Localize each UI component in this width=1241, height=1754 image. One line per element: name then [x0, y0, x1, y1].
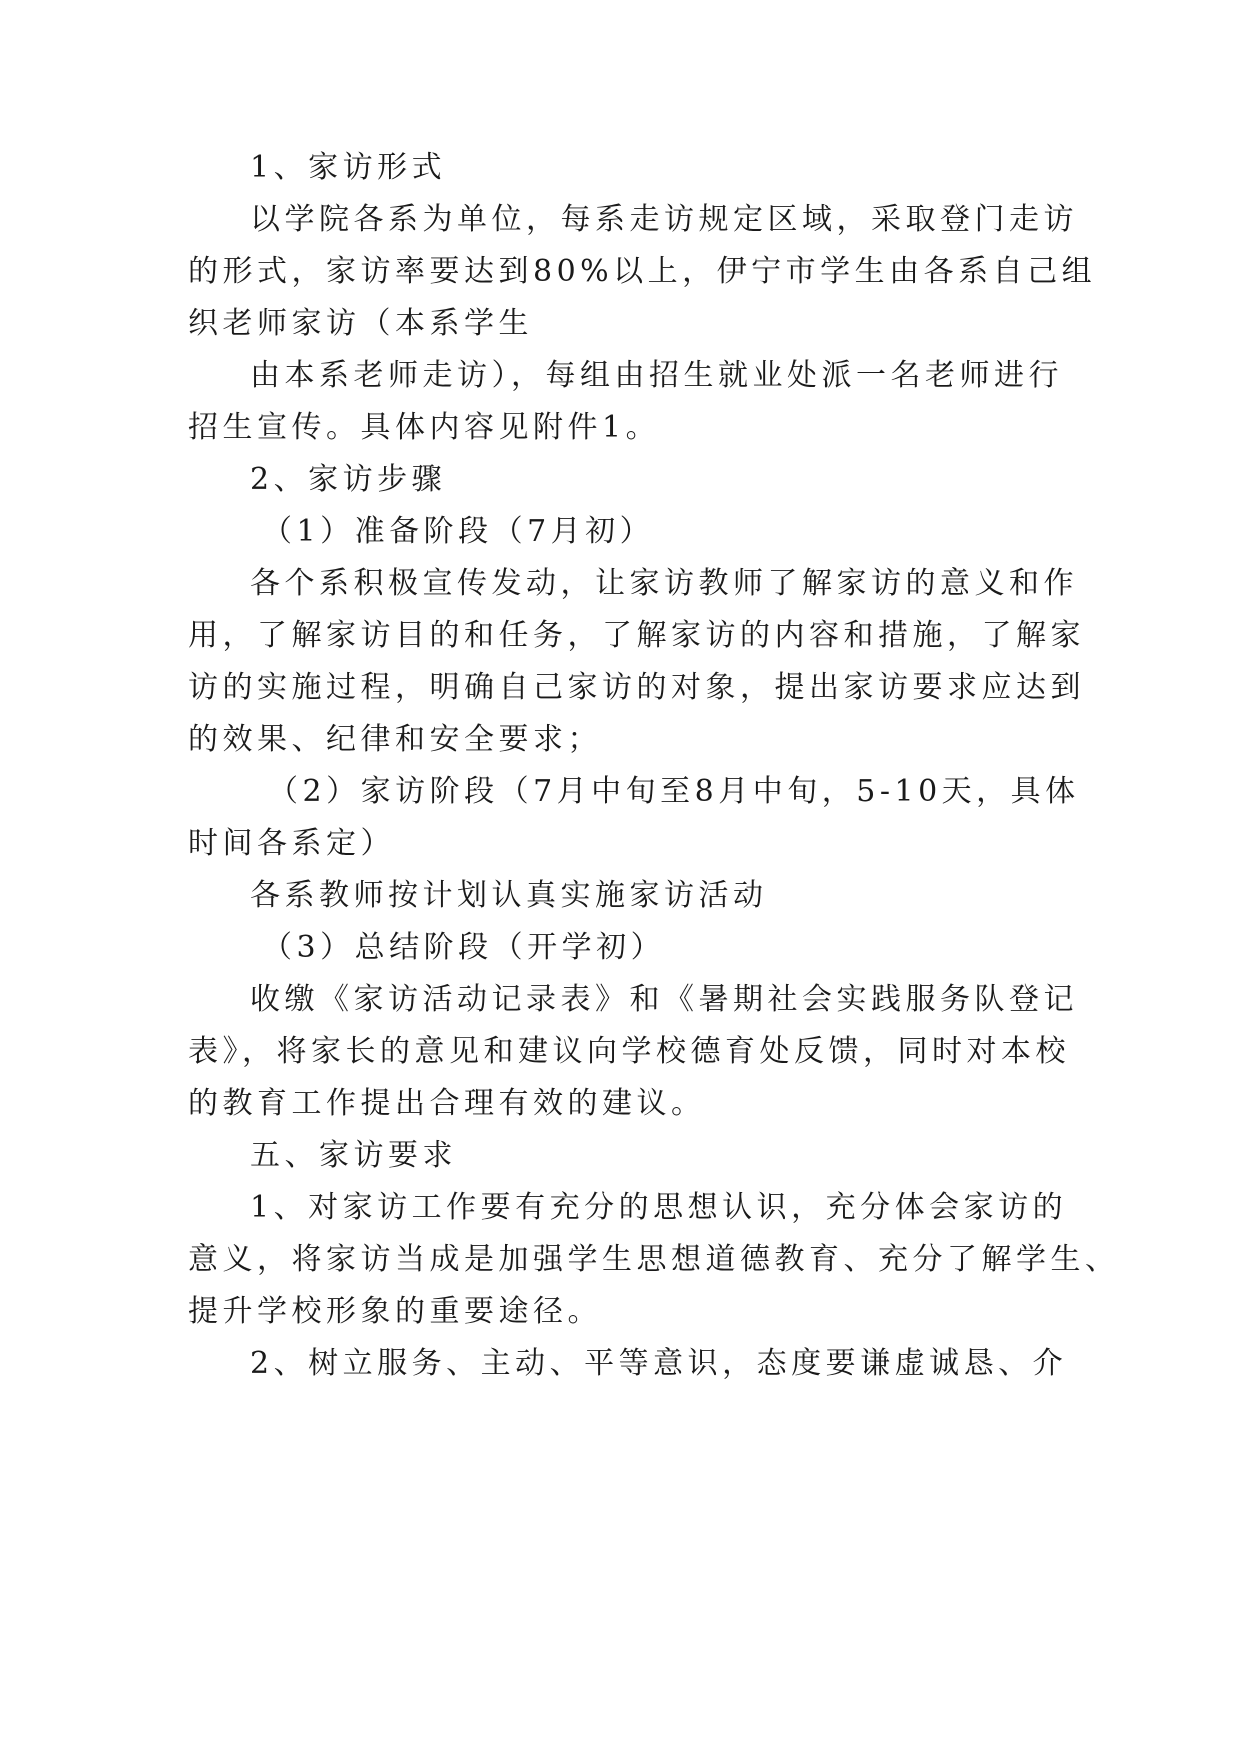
heading-visit-form: 1、家访形式 — [250, 150, 447, 185]
subheading-preparation: （1）准备阶段（7月初） — [262, 514, 655, 549]
paragraph-line: 时间各系定） — [188, 826, 395, 861]
paragraph-line: 各个系积极宣传发动，让家访教师了解家访的意义和作 — [250, 566, 1078, 601]
paragraph-line: 的效果、纪律和安全要求； — [188, 722, 602, 757]
paragraph-line: 1、对家访工作要有充分的思想认识，充分体会家访的 — [250, 1190, 1068, 1225]
subheading-visit-stage: （2）家访阶段（7月中旬至8月中旬，5-10天，具体 — [268, 774, 1080, 809]
paragraph-line: 表》，将家长的意见和建议向学校德育处反馈，同时对本校 — [188, 1034, 1070, 1069]
heading-visit-requirements: 五、家访要求 — [250, 1138, 457, 1173]
paragraph-line: 用，了解家访目的和任务，了解家访的内容和措施，了解家 — [188, 618, 1085, 653]
paragraph-line: 以学院各系为单位，每系走访规定区域，采取登门走访 — [250, 202, 1078, 237]
paragraph-line: 由本系老师走访），每组由招生就业处派一名老师进行 — [250, 358, 1063, 393]
paragraph-line: 的教育工作提出合理有效的建议。 — [188, 1086, 706, 1121]
paragraph-line: 2、树立服务、主动、平等意识，态度要谦虚诚恳、介 — [250, 1346, 1068, 1381]
subheading-summary: （3）总结阶段（开学初） — [262, 930, 666, 965]
paragraph-line: 织老师家访（本系学生 — [188, 306, 533, 341]
paragraph-line: 访的实施过程，明确自己家访的对象，提出家访要求应达到 — [188, 670, 1085, 705]
paragraph-line: 意义，将家访当成是加强学生思想道德教育、充分了解学生、 — [188, 1242, 1120, 1277]
paragraph-line: 招生宣传。具体内容见附件1。 — [188, 410, 661, 445]
heading-visit-steps: 2、家访步骤 — [250, 462, 447, 497]
paragraph-line: 的形式，家访率要达到80%以上，伊宁市学生由各系自己组 — [188, 254, 1097, 289]
paragraph-line: 各系教师按计划认真实施家访活动 — [250, 878, 768, 913]
paragraph-line: 提升学校形象的重要途径。 — [188, 1294, 602, 1329]
paragraph-line: 收缴《家访活动记录表》和《暑期社会实践服务队登记 — [250, 982, 1078, 1017]
